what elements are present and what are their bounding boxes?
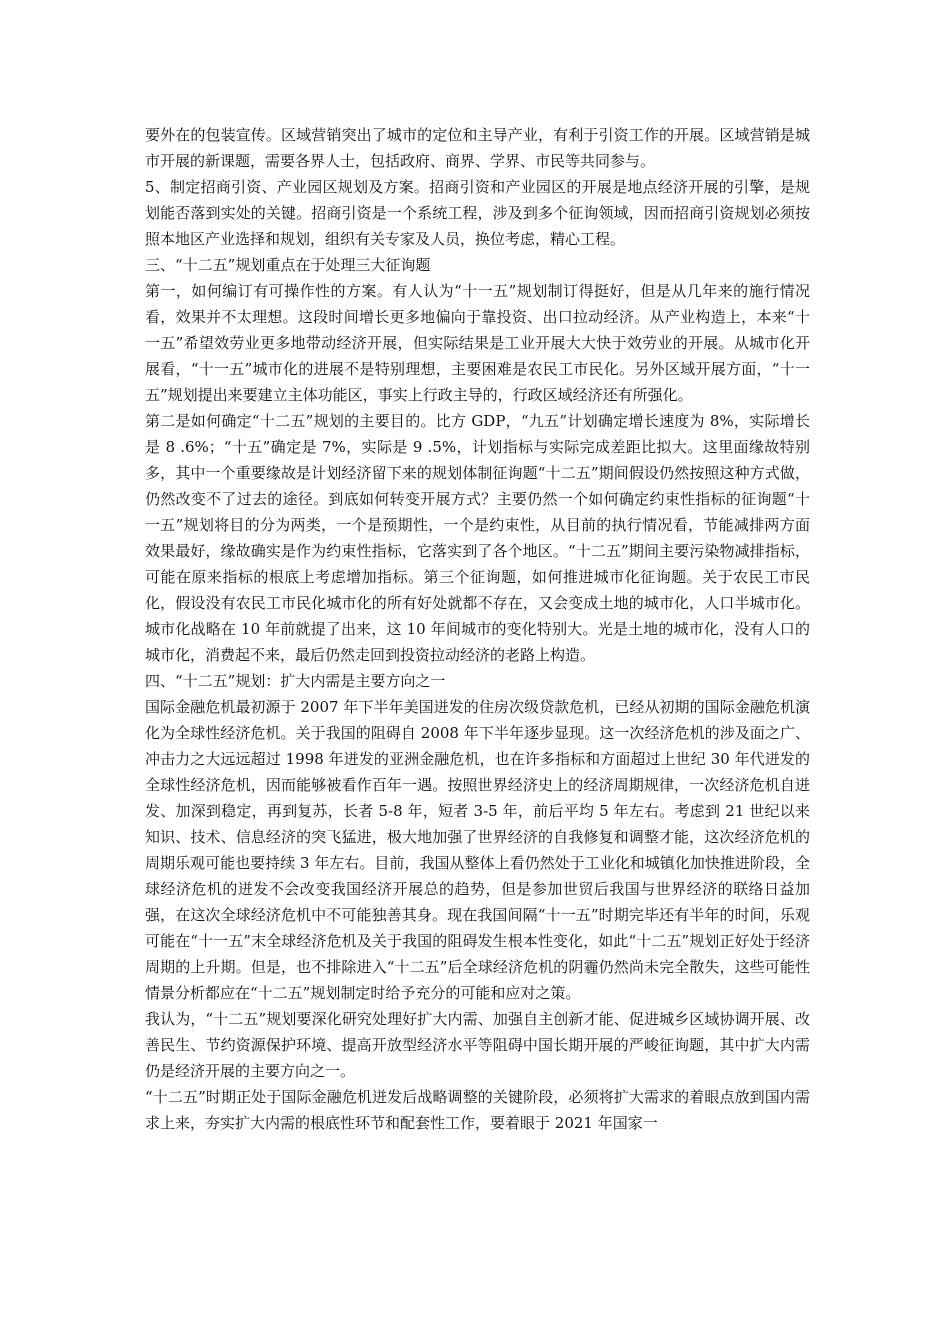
- paragraph-second-issue: 第二是如何确定“十二五”规划的主要目的。比方 GDP，“九五”计划确定增长速度为 8%，实际增长是 8 .6%；“十五”确定是 7%，实际是 9 .5%，计划指标与实际完成差距比拟大。这里面缘故特别多，其中一个重要缘故是计划经济留下来的规划体制征询题“十二五”期间假设仍然按照这种方式做，仍然改变不了过去的途径。到底如何转变开展方式？主要仍然一个如何确定约束性指标的征询题“十一五”规划将目的分为两类，一个是预期性，一个是约束性，从目前的执行情况看，节能减排两方面效果最好，缘故确实是作为约束性指标，它落实到了各个地区。“十二五”期间主要污染物减排指标，可能在原来指标的根底上考虑增加指标。第三个征询题，如何推进城市化征询题。关于农民工市民化，假设没有农民工市民化城市化的所有好处就都不存在，又会变成土地的城市化，人口半城市化。城市化战略在 10 年前就提了出来，这 10 年间城市的变化特别大。光是土地的城市化，没有人口的城市化，消费起不来，最后仍然走回到投资拉动经济的老路上构造。: [145, 412, 810, 664]
- document-body: [145, 122, 810, 1136]
- paragraph-investment-planning: 5、制定招商引资、产业园区规划及方案。招商引资和产业园区的开展是地点经济开展的引擎，是规划能否落到实处的关键。招商引资是一个系统工程，涉及到多个征询领域，因而招商引资规划必须按照本地区产业选择和规划，组织有关专家及人员，换位考虑，精心工程。: [145, 178, 810, 248]
- paragraph-regional-marketing: 要外在的包装宣传。区域营销突出了城市的定位和主导产业，有利于引资工作的开展。区域营销是城市开展的新课题，需要各界人士，包括政府、商界、学界、市民等共同参与。: [145, 126, 810, 170]
- paragraph-opinion: 我认为，“十二五”规划要深化研究处理好扩大内需、加强自主创新才能、促进城乡区域协调开展、改善民生、节约资源保护环境、提高开放型经济水平等阻碍中国长期开展的严峻征询题，其中扩大内需仍是经济开展的主要方向之一。: [145, 1010, 810, 1080]
- paragraph-strategic-adjustment: “十二五”时期正处于国际金融危机迸发后战略调整的关键阶段，必须将扩大需求的着眼点放到国内需求上来，夯实扩大内需的根底性环节和配套性工作，要着眼于 2021 年国家一: [145, 1088, 810, 1132]
- section-heading-three-issues: 三、“十二五”规划重点在于处理三大征询题: [145, 256, 431, 274]
- section-heading-domestic-demand: 四、“十二五”规划：扩大内需是主要方向之一: [145, 672, 446, 690]
- paragraph-first-issue: 第一，如何编订有可操作性的方案。有人认为“十一五”规划制订得挺好，但是从几年来的施行情况看，效果并不太理想。这段时间增长更多地偏向于靠投资、出口拉动经济。从产业构造上，本来“十一五”希望效劳业更多地带动经济开展，但实际结果是工业开展大大快于效劳业的开展。从城市化开展看，“十一五”城市化的进展不是特别理想，主要困难是农民工市民化。另外区域开展方面，“十一五”规划提出来要建立主体功能区，事实上行政主导的，行政区域经济还有所强化。: [145, 282, 810, 404]
- paragraph-financial-crisis: 国际金融危机最初源于 2007 年下半年美国迸发的住房次级贷款危机，已经从初期的国际金融危机演化为全球性经济危机。关于我国的阻碍自 2008 年下半年逐步显现。这一次经济危机的涉及面之广、冲击力之大远远超过 1998 年迸发的亚洲金融危机，也在许多指标和方面超过上世纪 30 年代迸发的全球性经济危机，因而能够被看作百年一遇。按照世界经济史上的经济周期规律，一次经济危机自迸发、加深到稳定，再到复苏，长者 5-8 年，短者 3-5 年，前后平均 5 年左右。考虑到 21 世纪以来知识、技术、信息经济的突飞猛进，极大地加强了世界经济的自我修复和调整才能，这次经济危机的周期乐观可能也要持续 3 年左右。目前，我国从整体上看仍然处于工业化和城镇化加快推进阶段，全球经济危机的迸发不会改变我国经济开展总的趋势，但是参加世贸后我国与世界经济的联络日益加强，在这次全球经济危机中不可能独善其身。现在我国间隔“十一五”时期完毕还有半年的时间，乐观可能在“十一五”末全球经济危机及关于我国的阻碍发生根本性变化，如此“十二五”规划正好处于经济周期的上升期。但是，也不排除进入“十二五”后全球经济危机的阴霾仍然尚未完全散失，这些可能性情景分析都应在“十二五”规划制定时给予充分的可能和应对之策。: [145, 698, 810, 1002]
